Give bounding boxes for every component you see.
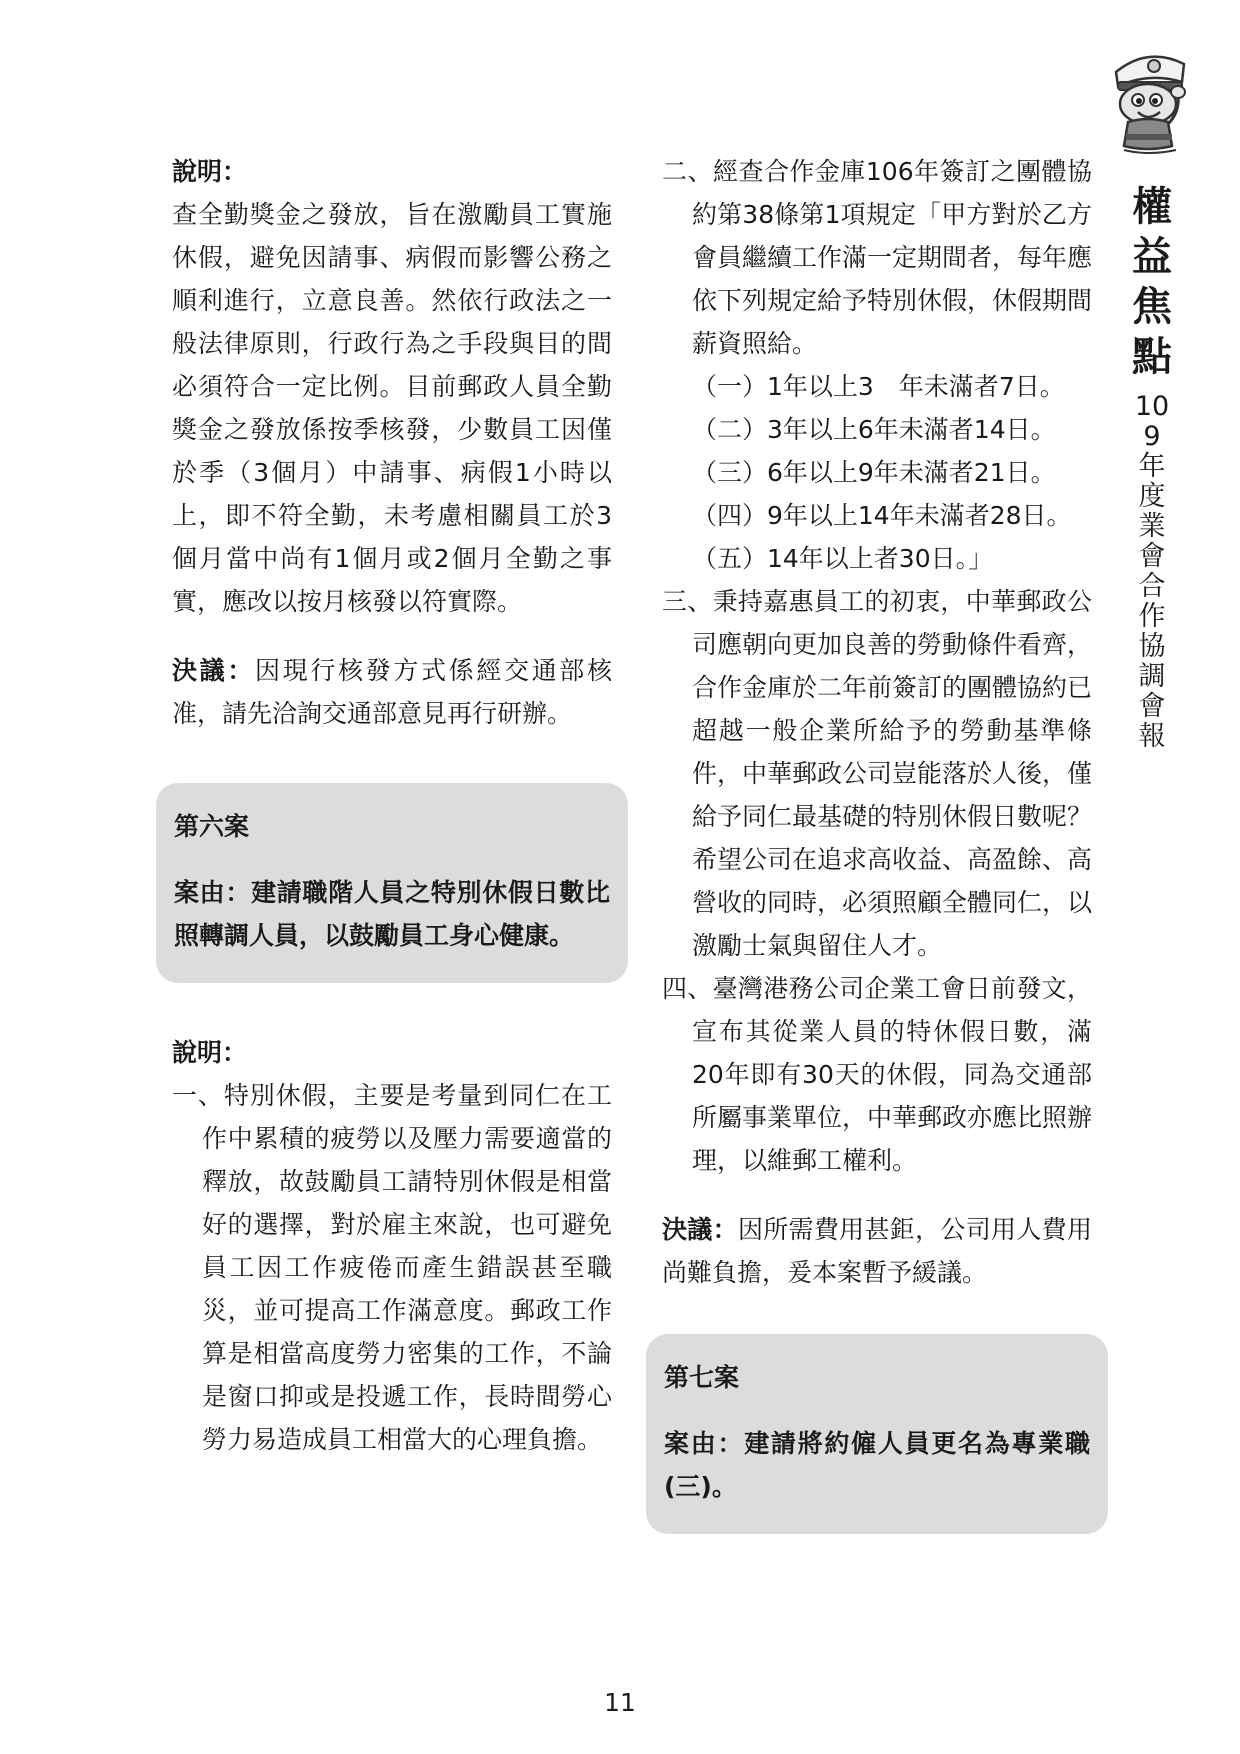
right-column xyxy=(662,150,1092,1534)
resolution-label: 決議： xyxy=(662,1215,738,1244)
list-item: （三）6年以上9年未滿者21日。 xyxy=(692,458,1056,487)
case-reason-label: 案由： xyxy=(174,878,252,907)
case-reason-text: 建請將約僱人員更名為專業職(三)。 xyxy=(664,1429,1090,1501)
case-reason xyxy=(664,1422,1090,1508)
explain-item-4: 四、臺灣港務公司企業工會日前發文，宣布其從業人員的特休假日數，滿20年即有30天的休假，同為交通部所屬事業單位，中華郵政亦應比照辦理，以維郵工權利。 xyxy=(662,974,1093,1175)
case-reason-text: 建請職階人員之特別休假日數比照轉調人員，以鼓勵員工身心健康。 xyxy=(174,878,610,950)
resolution-paragraph xyxy=(172,649,612,735)
resolution-paragraph xyxy=(662,1208,1092,1294)
explain-item-2: 二、經查合作金庫106年簽訂之團體協約第38條第1項規定「甲方對於乙方會員繼續工作滿一定期間者，每年應依下列規定給予特別休假，休假期間薪資照給。 xyxy=(662,157,1093,358)
left-column xyxy=(172,150,612,1461)
explain-item-3: 三、秉持嘉惠員工的初衷，中華郵政公司應朝向更加良善的勞動條件看齊，合作金庫於二年前簽訂的團體協約已超越一般企業所給予的勞動基準條件，中華郵政公司豈能落於人後，僅給予同仁最基礎的特別休假日數呢？希望公司在追求高收益、高盈餘、高營收的同時，必須照顧全體同仁，以激勵士氣與留住人才。 xyxy=(662,587,1093,960)
list-item: （一）1年以上3 年未滿者7日。 xyxy=(692,372,1065,401)
case-box-7 xyxy=(646,1334,1108,1534)
explain-paragraph: 查全勤獎金之發放，旨在激勵員工實施休假，避免因請事、病假而影響公務之順利進行，立意良善。然依行政法之一般法律原則，行政行為之手段與目的間必須符合一定比例。目前郵政人員全勤獎金之發放係按季核發，少數員工因僅於季（3個月）中請事、病假1小時以上，即不符全勤，未考慮相關員工於3個月當中尚有1個月或2個月全勤之事實，應改以按月核發以符實際。 xyxy=(172,200,612,616)
case-box-6 xyxy=(156,783,628,983)
explain-item-1: 一、特別休假，主要是考量到同仁在工作中累積的疲勞以及壓力需要適當的釋放，故鼓勵員工請特別休假是相當好的選擇，對於雇主來說，也可避免員工因工作疲倦而產生錯誤甚至職災，並可提高工作滿意度。郵政工作算是相當高度勞力密集的工作，不論是窗口抑或是投遞工作，長時間勞心勞力易造成員工相當大的心理負擔。 xyxy=(172,1081,612,1454)
list-item: （二）3年以上6年未滿者14日。 xyxy=(692,415,1056,444)
resolution-label: 決議： xyxy=(172,656,255,685)
list-item: （四）9年以上14年未滿者28日。 xyxy=(692,501,1072,530)
case-reason xyxy=(174,871,610,957)
explain-label: 說明： xyxy=(172,1038,248,1067)
case-reason-label: 案由： xyxy=(664,1429,745,1458)
explain-label: 說明： xyxy=(172,157,248,186)
resolution-text: 因現行核發方式係經交通部核准，請先洽詢交通部意見再行研辦。 xyxy=(172,656,612,728)
resolution-text: 因所需費用甚鉅，公司用人費用尚難負擔，爰本案暫予緩議。 xyxy=(662,1215,1092,1287)
list-item: （五）14年以上者30日。」 xyxy=(692,544,994,573)
case-title: 第七案 xyxy=(664,1363,740,1392)
police-mascot-icon xyxy=(1098,42,1198,154)
case-title: 第六案 xyxy=(174,812,250,841)
section-title: 權益焦點 xyxy=(1132,183,1172,380)
page-number: 11 xyxy=(604,1688,636,1717)
section-subtitle: 109年度業會合作協調會報 xyxy=(1134,391,1170,752)
